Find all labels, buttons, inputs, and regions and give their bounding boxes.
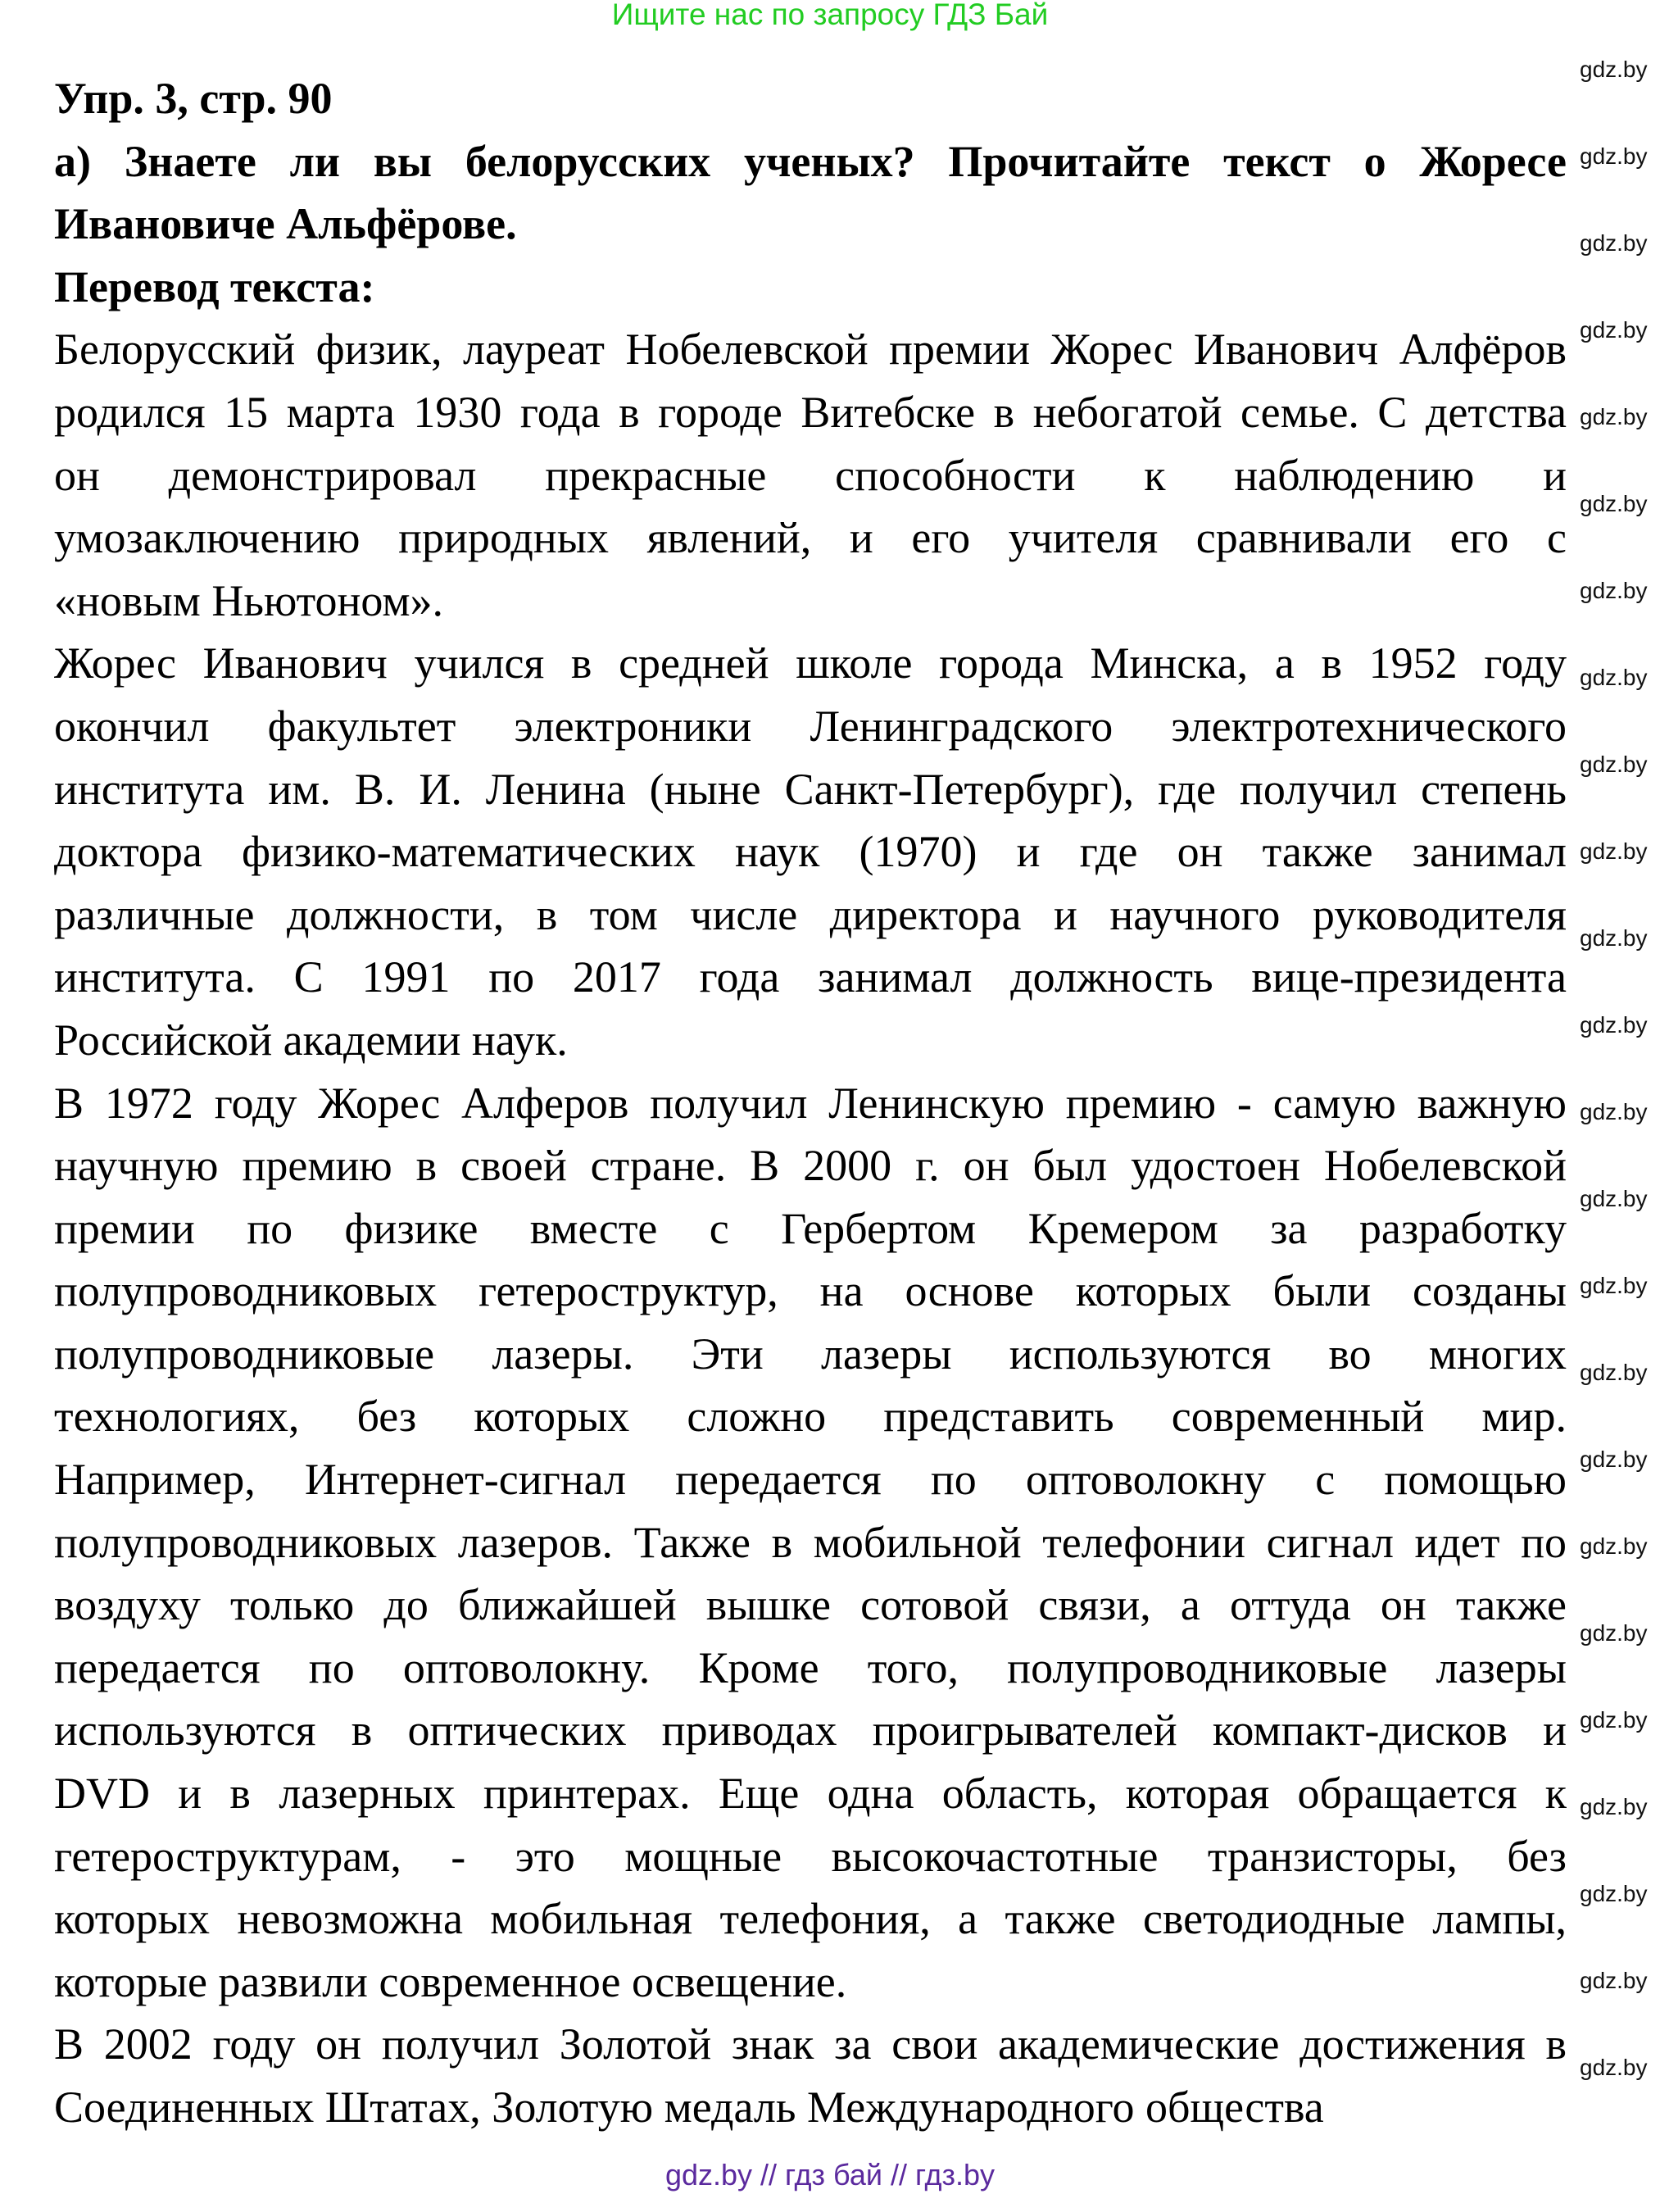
watermark: gdz.by (1580, 1447, 1648, 1472)
watermark: gdz.by (1580, 925, 1648, 951)
paragraph-line: DVD и в лазерных принтерах. Еще одна область, которая обращается к (54, 1769, 1567, 1819)
paragraph-line: института им. В. И. Ленина (ныне Санкт-Петербург), где получил степень (54, 764, 1567, 814)
paragraph-line: Жорес Иванович учился в средней школе города Минска, а в 1952 году (54, 638, 1567, 688)
watermark: gdz.by (1580, 1794, 1648, 1819)
search-banner: Ищите нас по запросу ГДЗ Бай (611, 0, 1049, 31)
paragraph-line: технологиях, без которых сложно представить современный мир. (54, 1392, 1567, 1442)
document-body (54, 67, 1567, 2139)
translation-heading: Перевод текста: (54, 261, 375, 311)
watermark: gdz.by (1580, 1620, 1648, 1646)
paragraph-line: он демонстрировал прекрасные способности к наблюдению и (54, 450, 1567, 500)
watermark: gdz.by (1580, 1881, 1648, 1906)
task-line: Ивановиче Альфёрове. (54, 199, 517, 249)
paragraph-line: которые развили современное освещение. (54, 1956, 847, 2006)
footer-links: gdz.by // гдз бай // гдз.by (664, 2158, 996, 2192)
watermark: gdz.by (1580, 1707, 1648, 1733)
watermark: gdz.by (1580, 57, 1648, 82)
watermark: gdz.by (1580, 1533, 1648, 1559)
watermark: gdz.by (1580, 230, 1648, 256)
watermark: gdz.by (1580, 317, 1648, 343)
watermark: gdz.by (1580, 1012, 1648, 1038)
paragraph-line: В 1972 году Жорес Алферов получил Ленинскую премию - самую важную (54, 1078, 1567, 1128)
watermark: gdz.by (1580, 2055, 1648, 2080)
paragraph-line: которых невозможна мобильная телефония, а также светодиодные лампы, (54, 1894, 1567, 1944)
watermark: gdz.by (1580, 1360, 1648, 1385)
watermark: gdz.by (1580, 1273, 1648, 1298)
paragraph-line: В 2002 году он получил Золотой знак за свои академические достижения в (54, 2019, 1567, 2069)
paragraph-line: окончил факультет электроники Ленинградского электротехнического (54, 701, 1567, 751)
translation-text (54, 318, 1567, 2138)
paragraph-line: полупроводниковых гетероструктур, на основе которых были созданы (54, 1266, 1567, 1316)
paragraph-line: института. С 1991 по 2017 года занимал должность вице-президента (54, 952, 1567, 1002)
watermark: gdz.by (1580, 578, 1648, 603)
task-line: а) Знаете ли вы белорусских ученых? Прочитайте текст о Жоресе (54, 136, 1567, 186)
paragraph-line: Соединенных Штатах, Золотую медаль Международного общества (54, 2083, 1324, 2132)
paragraph-line: научную премию в своей стране. В 2000 г. он был удостоен Нобелевской (54, 1141, 1567, 1191)
paragraph-line: передается по оптоволокну. Кроме того, полупроводниковые лазеры (54, 1642, 1567, 1692)
paragraph-line: умозаключению природных явлений, и его учителя сравнивали его с (54, 513, 1567, 563)
paragraph-line: воздуху только до ближайшей вышке сотовой связи, а оттуда он также (54, 1580, 1567, 1630)
watermark: gdz.by (1580, 665, 1648, 690)
paragraph-line: Белорусский физик, лауреат Нобелевской премии Жорес Иванович Алфёров (54, 325, 1567, 375)
paragraph-line: премии по физике вместе с Гербертом Кремером за разработку (54, 1203, 1567, 1253)
watermark: gdz.by (1580, 404, 1648, 429)
watermark: gdz.by (1580, 1186, 1648, 1211)
watermark: gdz.by (1580, 1968, 1648, 1993)
exercise-title: Упр. 3, стр. 90 (54, 74, 333, 123)
watermark: gdz.by (1580, 752, 1648, 777)
paragraph-line: используются в оптических приводах проигрывателей компакт-дисков и (54, 1706, 1567, 1756)
paragraph-line: «новым Ньютоном». (54, 575, 444, 625)
paragraph-line: доктора физико-математических наук (1970) и где он также занимал (54, 827, 1567, 877)
watermark: gdz.by (1580, 1099, 1648, 1124)
paragraph-line: полупроводниковые лазеры. Эти лазеры используются во многих (54, 1329, 1567, 1379)
paragraph-line: гетероструктурам, - это мощные высокочастотные транзисторы, без (54, 1831, 1567, 1881)
paragraph-line: полупроводниковых лазеров. Также в мобильной телефонии сигнал идет по (54, 1517, 1567, 1567)
paragraph-line: Например, Интернет-сигнал передается по оптоволокну с помощью (54, 1455, 1567, 1505)
watermark: gdz.by (1580, 491, 1648, 516)
watermark: gdz.by (1580, 838, 1648, 864)
paragraph-line: родился 15 марта 1930 года в городе Витебске в небогатой семье. С детства (54, 387, 1567, 437)
paragraph-line: Российской академии наук. (54, 1015, 568, 1065)
watermark: gdz.by (1580, 143, 1648, 169)
paragraph-line: различные должности, в том числе директора и научного руководителя (54, 889, 1567, 939)
